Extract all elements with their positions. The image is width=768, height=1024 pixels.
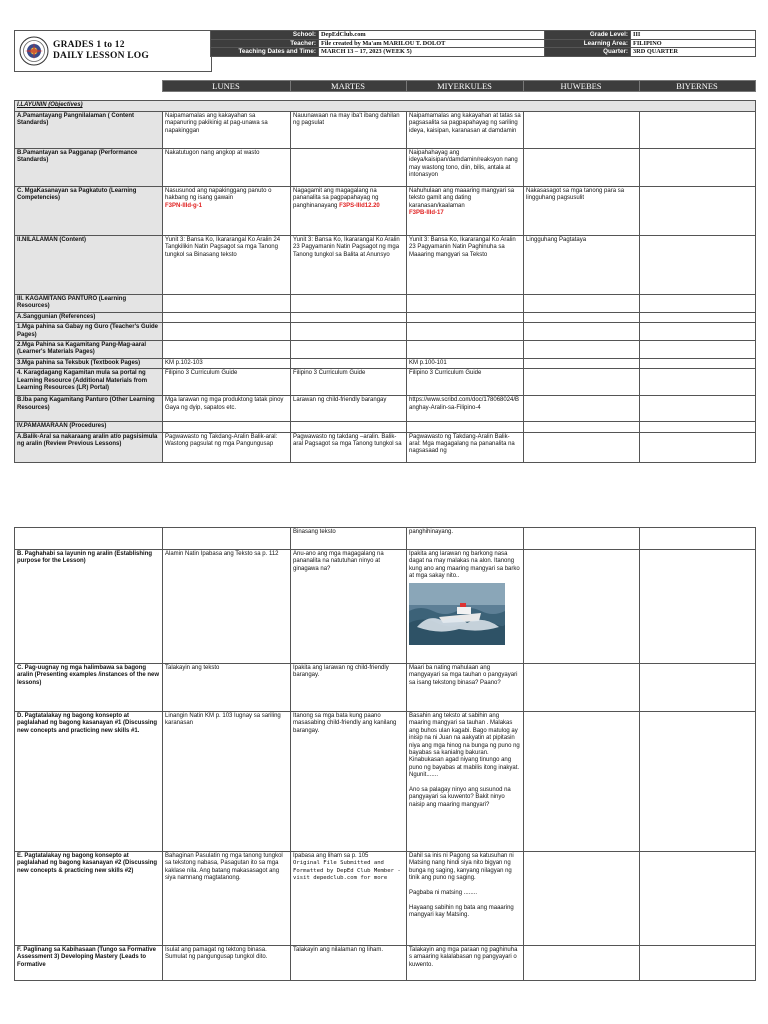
cell-text: Ipakita ang larawan ng barkong nasa dagat na may malakas na alon. Itanong kung ano ang maaring mangyari sa barko at mga sakay nito.. [409,551,520,580]
table-row [15,396,756,422]
cell-lunes: Nakatutugon nang angkop at wasto [163,149,291,187]
row-label: D. Pagtatalakay ng bagong konsepto at paglalahad ng bagong kasanayan #1 (Discussing new concepts and practicing new skills #1. [15,712,163,852]
cell-biyernes [640,149,756,187]
cell-miyerkules: Filipino 3 Curriculum Guide [407,369,524,396]
objectives-header: I.LAYUNIN (Objectives) [15,101,756,112]
cell-martes [291,187,407,236]
teacher-label: Teacher: [211,39,319,48]
table-row [15,712,756,852]
cell-lunes: KM p.102-103 [163,358,291,368]
cell-lunes: Yunit 3: Bansa Ko, Ikararangal Ko Aralin 24 Tangkilikin Natin Pagsagot sa mga Tanong tungkol sa Binasang teksto [163,236,291,295]
row-label: F. Paglinang sa Kabihasaan (Tungo sa Formative Assessment 3) Developing Mastery (Leads to Formative [15,946,163,981]
cell-martes: Pagwawasto ng takdang –aralin. Balik-aral Pagsagot sa mga Tanong tungkol sa [291,432,407,462]
row-label: 4. Karagdagang Kagamitan mula sa portal ng Learning Resource (Additional Materials from Learning Resources (LR) Portal) [15,369,163,396]
cell-huwebes [524,149,640,187]
header-info-table [210,30,756,57]
header [14,30,755,72]
cell-lunes: Linangin Natin KM p. 103 Iugnay sa sariling karanasan [163,712,291,852]
table-row [15,187,756,236]
cell-miyerkules: Naipahahayag ang ideya/kaisipan/damdamin/reaksyon nang may wastong tono, diin, bilis, antala at intonasyon [407,149,524,187]
cell-martes [291,852,407,946]
row-label: E. Pagtatalakay ng bagong konsepto at paglalahad ng bagong kasanayan #2 (Discussing new concepts & practicing new skills #2) [15,852,163,946]
competency-text: Nahuhulaan ang maaaring mangyari sa teksto gamit ang dating karanasan/kaalaman [409,188,515,209]
cell-martes [291,149,407,187]
cell-martes: Yunit 3: Bansa Ko, Ikararangal Ko Aralin 23 Pagyamanin Natin Pagsagot ng mga Tanong tungkol sa Balita at Anunsyo [291,236,407,295]
cell-miyerkules: https://www.scribd.com/doc/178068024/Banghay-Aralin-sa-Filipino-4 [407,396,524,422]
table-row [15,341,756,359]
row-label: A.Balik-Aral sa nakaraang aralin at/o pagsisimula ng aralin (Review Previous Lessons) [15,432,163,462]
grade-value: III [631,31,756,40]
lesson-table-2 [14,527,756,981]
days-blank [14,81,162,92]
cell-martes: Itanong sa mga bata kung paano masasabing child-friendly ang kanilang barangay. [291,712,407,852]
cell-huwebes: Nakasasagot sa mga tanong para sa lingguhang pagsusulit [524,187,640,236]
cell-lunes: Alamin Natin Ipabasa ang Teksto sa p. 112 [163,550,291,664]
area-value: FILIPINO [631,39,756,48]
cell-text-2: Pagbaba ni matsing ........ [409,890,478,897]
cell-miyerkules: Naipamamalas ang kakayahan at tatas sa pagsasalita sa pagpapahayag ng sariling ideya, kaisipan, karanasan at damdamin [407,112,524,149]
table-row [15,432,756,462]
cell-lunes [163,187,291,236]
table-row [15,236,756,295]
cell-miyerkules [407,550,524,664]
table-row [15,295,756,313]
row-label: III. KAGAMITANG PANTURO (Learning Resources) [15,295,163,313]
day-miyerkules: MIYERKULES [406,81,523,92]
cell-lunes: Talakayin ang teksto [163,664,291,712]
competency-code: F3PN-IIId-g-1 [165,202,202,209]
cell-lunes: Pagwawasto ng Takdang-Aralin Balik-aral: Wastong pagsulat ng mga Pangungusap [163,432,291,462]
row-label: A.Pamantayang Pangnilalaman ( Content Standards) [15,112,163,149]
cell-biyernes [640,112,756,149]
lesson-table-page-1 [14,100,755,463]
row-label: A.Sanggunian (References) [15,312,163,322]
day-martes: MARTES [290,81,406,92]
deped-seal-icon [19,36,49,66]
table-row [15,149,756,187]
cell-miyerkules [407,852,524,946]
table-row [15,528,756,550]
table-row [15,664,756,712]
cell-text: Dahil sa inis ni Pagong sa katusuhan ni Matsing nang hindi siya nito bigyan ng bunga ng saging, kanyang nilagyan ng tinik ang puno ng saging. [409,853,514,882]
teacher-value: File created by Ma'am MARILOU T. DOLOT [319,39,545,48]
day-lunes: LUNES [162,81,290,92]
cell-huwebes: Lingguhang Pagtataya [524,236,640,295]
quarter-value: 3RD QUARTER [631,48,756,57]
cell-martes: Nauunawaan na may iba't ibang dahilan ng pagsulat [291,112,407,149]
row-label: 2.Mga Pahina sa Kagamitang Pang-Mag-aaral (Learner's Materials Pages) [15,341,163,359]
cell-question: Ano sa palagay ninyo ang susunod na pangyayari sa kuwento? Bakit ninyo naisip ang maaring mangyari? [409,787,511,808]
cell-biyernes [640,236,756,295]
school-label: School: [211,31,319,40]
cell-miyerkules: Maari ba nating mahulaan ang mangyayari sa mga tauhan o pangyayari sa isang tekstong binasa? Paano? [407,664,524,712]
logo-title-box [14,30,212,72]
competency-text: Nagagamit ang magagalang na pananalita sa pagpapahayag ng panghinanayang [293,188,379,209]
cell-miyerkules: Talakayin ang mga paraan ng paghinuha s amaaring kalalabasan ng pangyayari o kuwento. [407,946,524,981]
cell-huwebes [524,112,640,149]
dates-label: Teaching Dates and Time: [211,48,319,57]
cell-martes: Talakayin ang nilalaman ng liham. [291,946,407,981]
day-biyernes: BIYERNES [639,81,755,92]
cell-miyerkules: Pagwawasto ng Takdang-Aralin Balik-aral: Mga magagalang na pananalita na nagsasaad ng [407,432,524,462]
row-label: C. MgaKasanayan sa Pagkatuto (Learning Competencies) [15,187,163,236]
title-line-1: GRADES 1 to 12 [53,40,125,50]
cell-text: Ipabasa ang liham sa p. 105 [293,853,369,859]
cell-martes: Anu-ano ang mga magagalang na pananalita na natutuhan ninyo at ginagawa na? [291,550,407,664]
ship-waves-image [409,583,505,645]
table-row [15,112,756,149]
cell-text: Basahin ang teksto at sabihin ang maaring mangyari sa tauhan . Malakas ang buhos ulan kagabi. Bago matulog ay inisip na ni Juan na aakyatin at pipitasin niya ang mga hinog na bunga ng puno ng bayabas sa kanialng bakuran. Kinabukasan agad niyang tinungo ang puno ng bayabas at mabilis itong inakyat. Ngunit....... [409,713,520,779]
cell-biyernes [640,187,756,236]
cell-lunes: Isulat ang pamagat ng tektong binasa. Sumulat ng pangungusap tungkol dito. [163,946,291,981]
cell-miyerkules [407,712,524,852]
competency-text: Nasusunod ang napakinggang panuto o hakbang ng isang gawain [165,188,272,202]
submission-note: Original File Submitted and Formatted by DepEd Club Member - visit depedclub.com for more [293,860,401,882]
table-row [15,550,756,664]
cell-miyerkules: KM p.100-101 [407,358,524,368]
days-header [14,80,756,92]
table-row [15,358,756,368]
row-label: B.Iba pang Kagamitang Panturo (Other Learning Resources) [15,396,163,422]
school-value: DepEdClub.com [319,31,545,40]
row-label: C. Pag-uugnay ng mga halimbawa sa bagong aralin (Presenting examples /instances of the new lessons) [15,664,163,712]
cell-lunes: Mga larawan ng mga produktong tatak pinoy Gaya ng dyip, sapatos etc. [163,396,291,422]
cell-miyerkules: Yunit 3: Bansa Ko, Ikararangal Ko Aralin 23 Pagyamanin Natin Paghinuha sa Maaaring mangyari sa Teksto [407,236,524,295]
row-label: B. Paghahabi sa layunin ng aralin (Establishing purpose for the Lesson) [15,550,163,664]
cell-lunes: Naipamamalas ang kakayahan sa mapanuring pakikinig at pag-unawa sa napakinggan [163,112,291,149]
row-label: 3.Mga pahina sa Teksbuk (Textbook Pages) [15,358,163,368]
table-row [15,946,756,981]
table-row [15,323,756,341]
area-label: Learning Area: [545,39,631,48]
lesson-table-page-2 [14,527,755,981]
cell-lunes: Filipino 3 Curriculum Guide [163,369,291,396]
title-line-2: DAILY LESSON LOG [53,51,149,61]
cell-text-3: Hayaang sabihin ng bata ang maaaring mangyari kay Matsing. [409,904,514,919]
row-label: B.Pamantayan sa Pagganap (Performance Standards) [15,149,163,187]
table-row [15,422,756,432]
cell-miyerkules [407,187,524,236]
row-label: 1.Mga pahina sa Gabay ng Guro (Teacher's Guide Pages) [15,323,163,341]
row-label: IV.PAMAMARAAN (Procedures) [15,422,163,432]
cell-martes: Ipakita ang larawan ng child-friendly barangay. [291,664,407,712]
lesson-table-1 [14,100,756,463]
day-huwebes: HUWEBES [523,81,639,92]
grade-label: Grade Level: [545,31,631,40]
cell-martes: Binasang teksto [291,528,407,550]
cell-miyerkules: panghihinayang. [407,528,524,550]
table-row [15,369,756,396]
cell-martes: Larawan ng child-friendly barangay [291,396,407,422]
dates-value: MARCH 13 – 17, 2023 (WEEK 5) [319,48,545,57]
table-row [15,852,756,946]
quarter-label: Quarter: [545,48,631,57]
competency-code: F3PS-IIId12.20 [339,202,380,209]
cell-lunes: Bahaginan Pasulatin ng mga tanong tungkol sa tekstong nabasa, Pasagutan ito sa mga kaklase nila. Ang batang makasasagot ang siya namnang magtatanong. [163,852,291,946]
row-label: II.NILALAMAN (Content) [15,236,163,295]
competency-code: F3PB-IIId-17 [409,210,444,217]
table-row [15,312,756,322]
cell-martes: Filipino 3 Curriculum Guide [291,369,407,396]
